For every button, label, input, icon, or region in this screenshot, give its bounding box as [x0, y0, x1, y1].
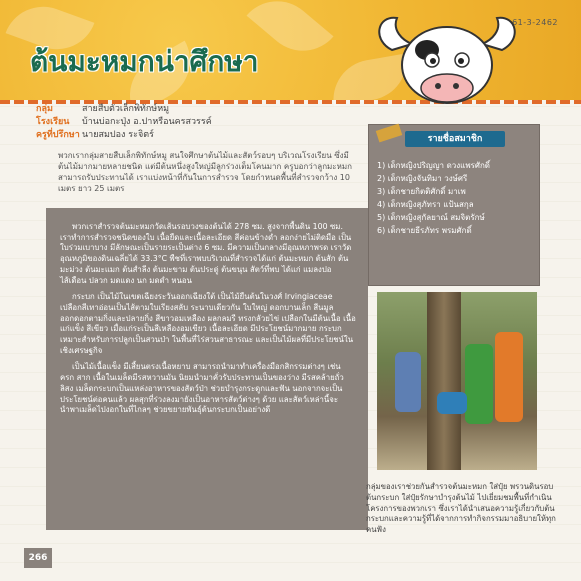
team-member: 2) เด็กหญิงจันทิมา วงษ์ศรี: [377, 174, 468, 183]
tree-trunk: [427, 292, 461, 470]
student-figure: [465, 344, 493, 424]
watering-can: [437, 392, 467, 414]
meta-value: บ้านบ่อกะปุ่ง อ.ปาหรือนครสวรรค์: [82, 117, 212, 127]
students-photo: [377, 292, 537, 470]
body-text-box: [46, 208, 368, 530]
intro-paragraph: พวกเรากลุ่มสายสืบเล็กพิทักษ์หมู สนใจศึกษาต้นไม้และสัตว์รอบๆ บริเวณโรงเรียน ซึ่งมีต้นไม้มากมายหลายชนิด แต่มีต้นหนึ่งสูงใหญ่มีลูกร่วงเต็มโคนมาก ครูบอกว่าลูกมะหมกสามารถรับประทานได้ เราแบ่งหน้าที่กันในการสำรวจ โดยกำหนดพื้นที่สำรวจกว้าง 10 เมตร ยาว 25 เมตร: [58, 151, 352, 193]
body-paragraph: เป็นไม้เนื้อแข็ง มีเสี้ยนตรงเนื้อหยาบ สามารถนำมาทำเครื่องมือกสิกรรมต่างๆ เช่น ครก สาก เนื้อในเมล็ดมีรสหวานมัน นิยมนำมาคั่วรับประทานเป็นของว่าง มีรสคล้ายถั่วลิสง เมล็ดกระบกเป็นแหล่งอาหารของสัตว์ป่า ช่วยบำรุงกระดูกและฟัน นอกจากจะเป็นประโยชน์ต่อคนแล้ว ผลสุกที่ร่วงลงมายังเป็นอาหารสัตว์ต่างๆ ด้วย และสัตว์เหล่านี้จะนำพาเมล็ดไปงอกในที่ไกลๆ ช่วยขยายพันธุ์ต้นกระบกเป็นอย่างดี: [60, 362, 344, 415]
team-member: 1) เด็กหญิงปริญญา ดวงแพรศักดิ์: [377, 161, 491, 170]
meta-key: กลุ่ม: [36, 104, 53, 114]
meta-row-advisor: [36, 129, 366, 142]
tape-decoration: [376, 124, 403, 143]
team-members-box: [368, 124, 540, 286]
body-paragraph: กระบก เป็นไม้ในเขตเฉียงระวันออกเฉียงใต้ เป็นไม้ยืนต้นในวงศ์ Irvingiaceae เปลือกสีเทาอ่อนเป็นไส้ตามใบเรียงสลับ ระนาบเดียวกัน ใบใหญ่ ดอกบานเล็ก สีนมูล ออกดอกตามกิ่งและปลายกิ่ง สีขาวอมเหลือง ผลกลมรี ทรงกลัวยไข่ เปลือกในมีต้นเนื้อ เนื้อแก่แข็ง สีเขียว เมื่อแก่ระเป็นสีเหลืองอมเขียว เนื้อละเอียด มีประโยชน์มากมาย กระบก เหมาะสำหรับการปลูกเป็นสวนป่า ในพื้นที่ไร่สวนสาธารณะ และเป็นไม้ผลที่มีประโยชน์ในเชิงเศรษฐกิจ: [60, 292, 356, 355]
leaf-decoration: [247, 0, 334, 67]
meta-value: นายสมปอง ระจิตร์: [82, 130, 154, 140]
team-member: 5) เด็กหญิงสุกัลยาณ์ สมจิตรักษ์: [377, 213, 485, 222]
meta-row-school: [36, 116, 366, 129]
team-member: 3) เด็กชายกิตติศักดิ์ มาเพ: [377, 187, 466, 196]
meta-row-group: [36, 103, 366, 116]
team-member: 4) เด็กหญิงสุภัทรา แป้นสกุล: [377, 200, 474, 209]
buffalo-mascot-icon: [372, 10, 522, 120]
page-number: 266: [24, 548, 52, 568]
photo-caption: กลุ่มของเราช่วยกันสำรวจต้นมะหมก ใส่ปุ๋ย พรวนดินรอบต้นกระบก ใส่ปุ๋ยรักษาบำรุงต้นไม้ ไปเยี่ยมชมพื้นที่กำเนินโครงการของพวกเรา ซึ่งเราได้นำเสนอความรู้เกี่ยวกับต้นกระบกและความรู้ที่ได้จากการทำกิจกรรมมาอธิบายให้ทุกคนฟัง: [366, 482, 556, 535]
meta-key: โรงเรียน: [36, 117, 70, 127]
meta-value: สายสืบตัวเล็กพิทักษ์หมู: [82, 104, 170, 114]
body-paragraph: พวกเราสำรวจต้นมะหมกวัดเส้นรอบวงของต้นได้ 278 ซม. สูงจากพื้นดิน 100 ซม. เราทำการสำรวจชนิดของใบ เนื้อยืดและเนื้อละเอียด สีค่อนข้างดำ ลอกง่ายไม่ติดมือ เป็นใบร่วมเบาบาง มีลักษณะเป็นรายระเป็นต่าง 6 ซม. มีความเป็นกลางมีอุณหภาพรด เราวัดอุณหภูมิของดินเฉลี่ยได้ 33.3°C พืชที่เราพบบริเวณที่สำรวจได้แก่ ต้นมะหมก ต้นสัก ต้นมะม่วง ต้นมะแมก ต้นสำลีง ต้นมะขาม ต้นประดู่ ต้นขนุน สัตว์ที่พบ ได้แก่ แมลงปอ ไส้เดือน ปลวก มดแดง นก มดดำ หนอน: [60, 222, 352, 285]
meta-key: ครูที่ปรึกษา: [36, 130, 80, 140]
meta-info: [36, 103, 366, 142]
page-title: ต้นมะหมกน่าศึกษา: [30, 45, 259, 78]
student-figure: [495, 332, 523, 422]
team-list: [377, 159, 535, 237]
body-text: [60, 222, 356, 422]
date-stamp: 61-3-2462: [512, 18, 558, 27]
team-member: 6) เด็กชายธีรภัทร พรมศักดิ์: [377, 226, 472, 235]
student-figure: [395, 352, 421, 412]
team-title: รายชื่อสมาชิก: [405, 131, 505, 147]
